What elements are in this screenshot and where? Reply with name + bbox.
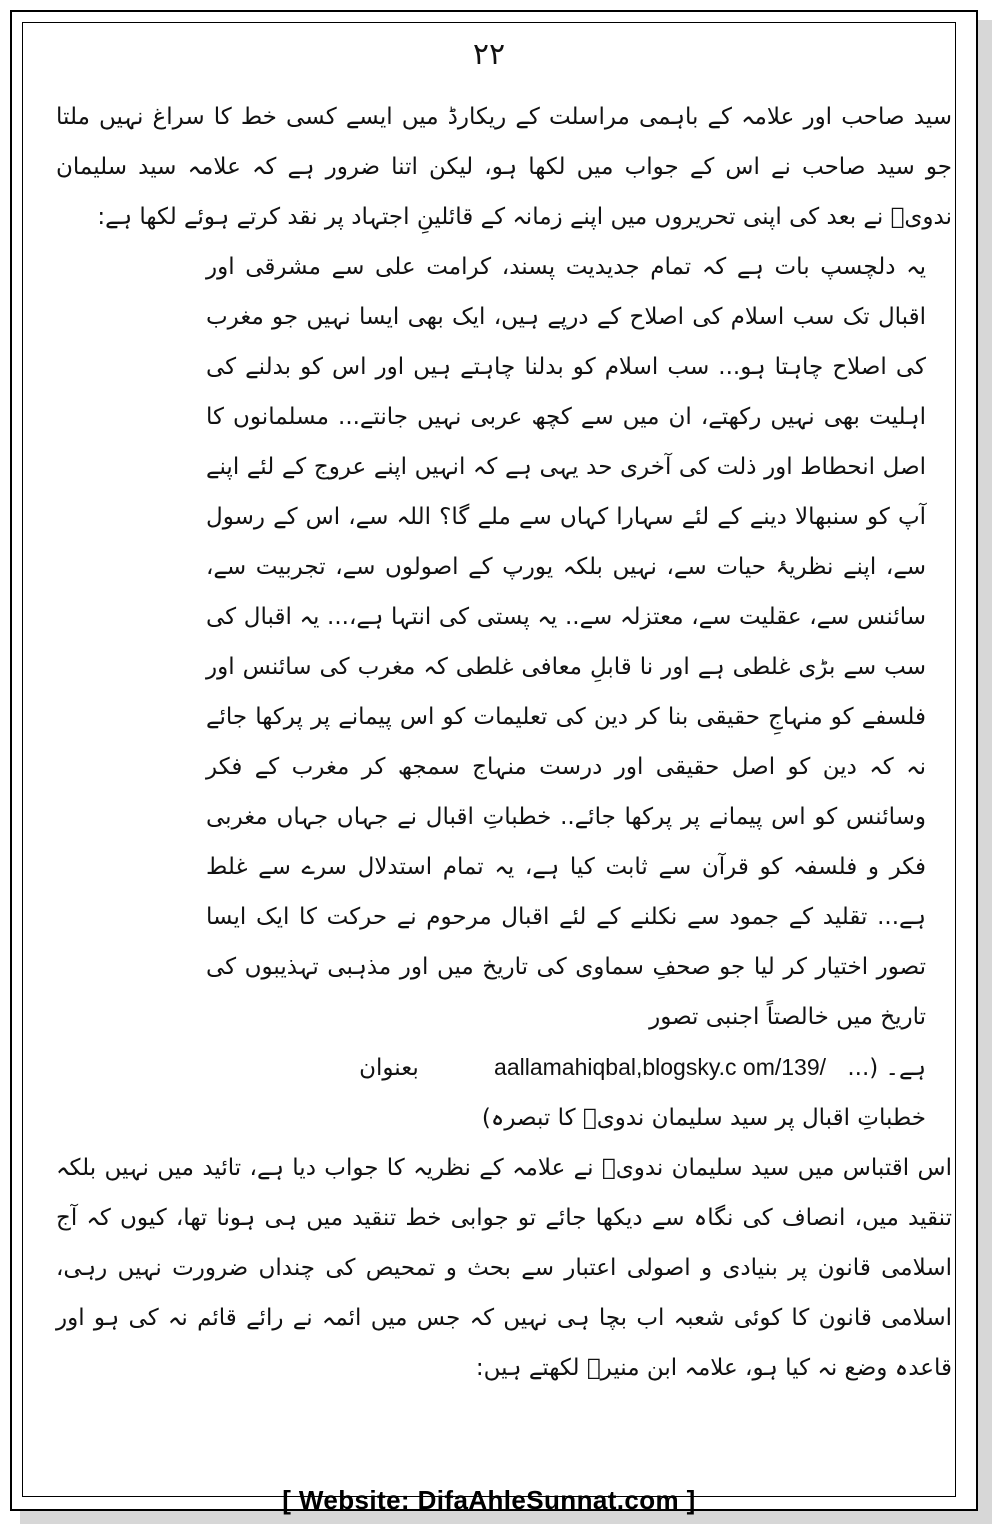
paragraph-intro: سید صاحب اور علامہ کے باہمی مراسلت کے ریکارڈ میں ایسے کسی خط کا سراغ نہیں ملتا جو سید صاحب نے اس کے جواب میں لکھا ہو، لیکن اتنا ضرور ہے کہ علامہ سید سلیمان ندویؒ نے بعد کی اپنی تحریروں میں اپنے زمانہ کے قائلینِ اجتہاد پر نقد کرتے ہوئے لکھا ہے: bbox=[56, 104, 952, 230]
page-number: ۲۲ bbox=[472, 37, 506, 72]
paragraph-analysis: اس اقتباس میں سید سلیمان ندویؒ نے علامہ کے نظریہ کا جواب دیا ہے، تائید میں نہیں بلکہ تنقید میں، انصاف کی نگاہ سے دیکھا جائے تو جوابی خط تنقید میں ہی ہونا تھا، کیوں کہ آج اسلامی قانون پر بنیادی و اصولی اعتبار سے بحث و تمحیص کی چنداں ضرورت نہیں رہی، اسلامی قانون کا کوئی شعبہ اب بچا ہی نہیں کہ جس میں ائمہ نے رائے قائم نہ کی ہو اور قاعدہ وضع نہ کیا ہو، علامہ ابن منیرؒ لکھتے ہیں: bbox=[56, 1155, 952, 1381]
website-footer: [ Website: DifaAhleSunnat.com ] bbox=[282, 1485, 696, 1515]
quote-block bbox=[36, 242, 972, 1143]
citation-label: بعنوان bbox=[359, 1055, 419, 1081]
page-content bbox=[36, 92, 972, 1393]
quote-text: یہ دلچسپ بات ہے کہ تمام جدیدیت پسند، کرامت علی سے مشرقی اور اقبال تک سب اسلام کی اصلاح کے درپے ہیں، ایک بھی ایسا نہیں جو مغرب کی اصلاح چاہتا ہو... سب اسلام کو بدلنا چاہتے ہیں اور اس کو بدلنے کی اہلیت بھی نہیں رکھتے، ان میں سے کچھ عربی نہیں جانتے... مسلمانوں کا اصل انحطاط اور ذلت کی آخری حد یہی ہے کہ انہیں اپنے عروج کے لئے اپنے آپ کو سنبھالا دینے کے لئے سہارا کہاں سے ملے گا؟ اللہ سے، اس کے رسول سے، اپنے نظریۂ حیات سے، نہیں بلکہ یورپ کے اصولوں سے، تجربیت سے، سائنس سے، عقلیت سے، معتزلہ سے.. یہ پستی کی انتہا ہے،... یہ اقبال کی سب سے بڑی غلطی ہے اور نا قابلِ معافی غلطی کہ مغرب کی سائنس اور فلسفے کو منہاجِ حقیقی بنا کر دین کی تعلیمات کو اس پیمانے پر پرکھا جائے نہ کہ دین کو اصل حقیقی اور درست منہاج سمجھ کر مغرب کے فکر وسائنس کو اس پیمانے پر پرکھا جائے.. خطباتِ اقبال نے جہاں جہاں مغربی فکر و فلسفہ کو قرآن سے ثابت کیا ہے، یہ تمام استدلال سرے سے غلط ہے... تقلید کے جمود سے نکلنے کے لئے اقبال مرحوم نے حرکت کا ایک ایسا تصور اختیار کر لیا جو صحفِ سماوی کی تاریخ میں اور مذہبی تہذیبوں کی تاریخ میں خالصتاً اجنبی تصور bbox=[206, 254, 926, 1030]
citation-prefix: ہے۔ (... bbox=[847, 1055, 926, 1081]
citation-url: aallamahiqbal,blogsky.c om/139/ bbox=[494, 1054, 827, 1080]
citation-line bbox=[36, 1042, 972, 1093]
citation-title: خطباتِ اقبال پر سید سلیمان ندویؒ کا تبصرہ) bbox=[481, 1105, 926, 1131]
